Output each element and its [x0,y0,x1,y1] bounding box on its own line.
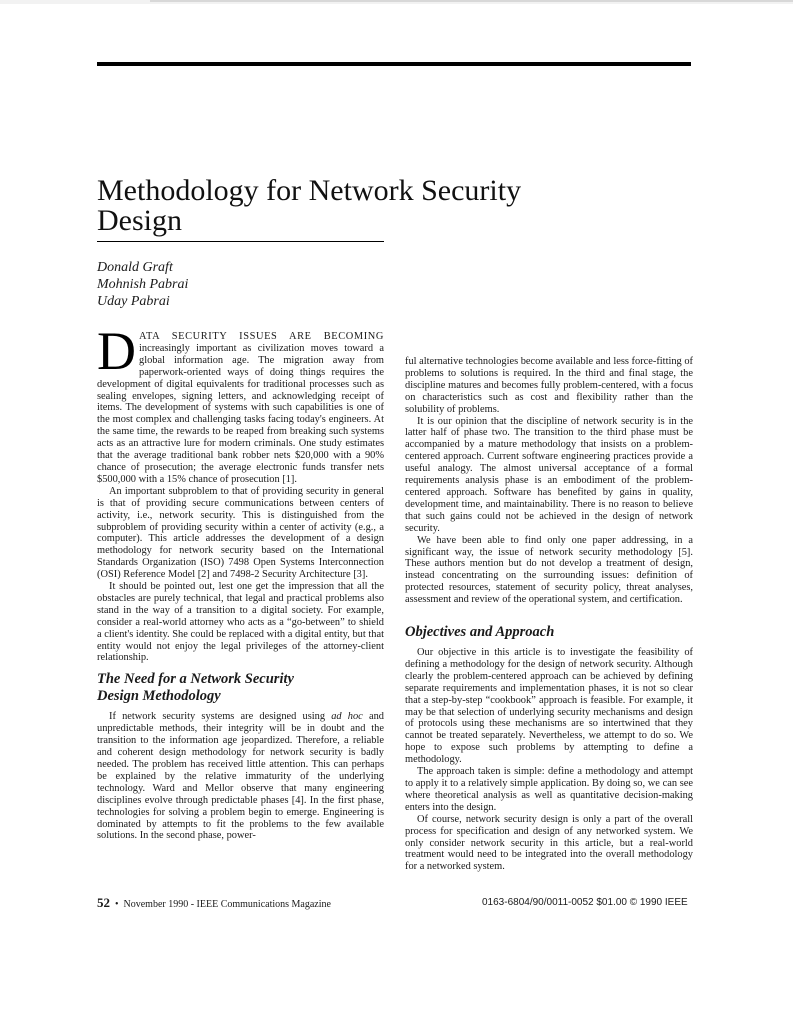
section-heading-line: The Need for a Network Security [97,671,294,688]
footer-citation [97,897,331,911]
left-column [97,321,385,842]
intro-caps: ATA SECURITY ISSUES ARE BECOMING [139,331,384,342]
intro-paragraph [97,321,384,486]
top-rule [97,62,691,66]
section-heading-line: Design Methodology [97,688,221,705]
copyright-code: 0163-6804/90/0011-0052 $01.00 © 1990 IEEE [482,897,688,908]
author-name: Donald Graft [97,260,173,275]
section-heading: Objectives and Approach [405,624,555,641]
author-name: Uday Pabrai [97,294,170,309]
publication-info: November 1990 - IEEE Communications Magazine [123,899,331,910]
body-paragraph: Our objective in this article is to investigate the feasibility of defining a methodology for the design of network security. Although clearly the problem-centered approach can be achieved by defining separate requirements and implementation phases, it is not so clear that a step-by-step “cookbook” approach is feasible. For example, it may be that selection of underlying security mechanisms and design of protocols using these mechanisms are so intertwined that they cannot be treated separately. Nevertheless, we attempt to do so. We hope to expose such problems by attempting to define a methodology. [405,647,693,766]
section-heading [97,671,384,705]
drop-cap: D [97,321,136,381]
emphasis-text: ad hoc [331,711,363,723]
body-text: If network security systems are designed using [109,711,332,723]
right-column [405,356,693,873]
body-paragraph: It is our opinion that the discipline of network security is in the latter half of phase two. The transition to the third phase must be accompanied by a mature methodology that insists on a problem-centered approach. Current software engineering practices provide a useful analogy. The almost universal acceptance of a formal requirements analysis phase is an embodiment of the problem-centered approach. Software has benefited by gains in quality, development time, and maintainability. There is no reason to believe that such gains could not be achieved in the design of network security. [405,415,693,534]
intro-text: increasingly important as civilization moves toward a global information age. The migration away from paperwork-oriented ways of doing things requires the development of digital equivalents for traditional processes such as sealing envelopes, signing letters, and acknowledging receipt of items. The development of systems with such capabilities is one of the most complex and challenging tasks facing today's engineers. At the same time, the rewards to be reaped from breaking such systems acts as an attractive lure for modern criminals. One study estimates that the average traditional bank robber nets $20,000 with a 90% chance of prosecution; the average electronic funds transfer nets $500,000 with a 15% chance of prosecution [1]. [97,342,384,485]
author-name: Mohnish Pabrai [97,277,189,292]
title-rule [97,241,384,242]
scan-edge-line [150,0,793,2]
body-paragraph: The approach taken is simple: define a methodology and attempt to apply it to a relatively simple application. By doing so, we can see where theoretical analysis as well as quantitative decision-making enters into the design. [405,766,693,813]
article-title: Methodology for Network Security Design [97,174,522,237]
author-list [97,259,188,310]
body-paragraph: ful alternative technologies become available and less force-fitting of problems to solutions is required. In the third and final stage, the discipline matures and becomes fully problem-centered, with a focus on characteristics such as cost and flexibility rather than the solubility of problems. [405,356,693,415]
body-paragraph: It should be pointed out, lest one get the impression that all the obstacles are purely technical, that legal and practical problems also stand in the way of a transition to a digital society. For example, consider a real-world attorney who acts as a “go-between” to shield a client's identity. She could be replaced with a digital entity, but that entity would not enjoy the legal privileges of the attorney-client relationship. [97,581,384,664]
footer-bullet: • [115,899,119,910]
body-paragraph: Of course, network security design is only a part of the overall process for specification and design of any networked system. We only consider network security in this article, but a real-world treatment would need to be integrated into the overall methodology for a networked system. [405,813,693,873]
body-paragraph: An important subproblem to that of providing security in general is that of providing secure communications between centers of activity, i.e., network security. This is distinguished from the subproblem of providing security within a center of activity (e.g., a computer). This article addresses the development of a design methodology for network security based on the International Standards Organization (ISO) 7498 Open Systems Interconnection (OSI) Reference Model [2] and 7498-2 Security Architecture [3]. [97,485,384,581]
body-paragraph: We have been able to find only one paper addressing, in a significant way, the issue of network security methodology [5]. These authors mention but do not develop a treatment of design, instead concentrating on the surrounding issues: definition of protected resources, statement of security policy, threat analyses, assessment and review of the operational system, and certification. [405,534,693,606]
body-paragraph [97,711,384,842]
page-number: 52 [97,895,110,910]
body-text: and unpredictable methods, their integrity will be in doubt and the transition to the information age jeopardized. Therefore, a reliable and coherent design methodology for network security is badly needed. The problem has received little attention. This can perhaps be explained by the relative immaturity of the underlying technology. Ward and Mellor observe that many engineering disciplines evolve through predictable phases [4]. In the first phase, technologies for solving a problem begin to emerge. Engineering is dominated by attempts to fit the problems to the few available solutions. In the second phase, power- [97,711,385,842]
